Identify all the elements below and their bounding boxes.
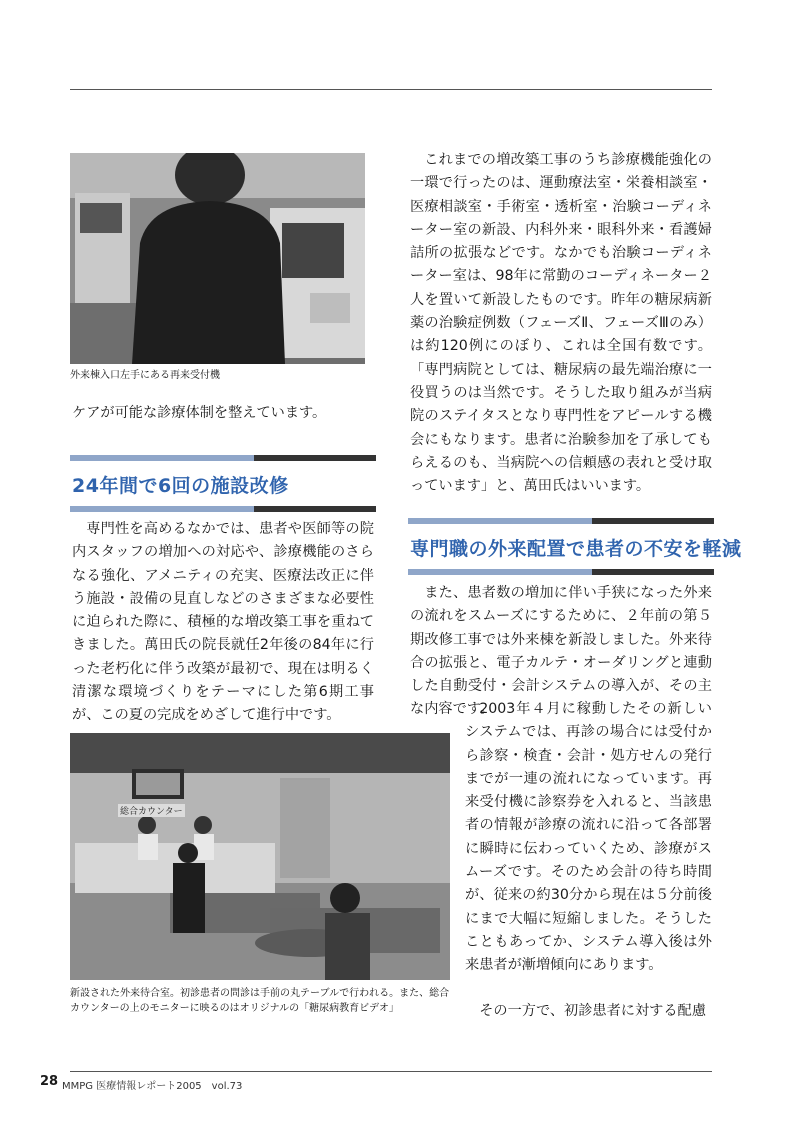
- heading-title: 24年間で6回の施設改修: [72, 475, 289, 497]
- left-paragraph-1: ケアが可能な診療体制を整えています。: [72, 405, 327, 421]
- top-rule: [70, 89, 712, 90]
- left-paragraph-2: 専門性を高めるなかでは、患者や医師等の院内スタッフの増加への対応や、診療機能のさらなる強化、アメニティの充実、医療法改正に伴う施設・設備の見直しなどのさまざまな必要性に迫られた際に、積極的な増改築工事を重ねてきました。萬田氏の院長就任2年後の84年に行った老朽化に伴う改築が最初で、現在は明るく清潔な環境づくりをテーマにした第6期工事が、この夏の完成をめざして進行中です。: [72, 521, 374, 724]
- right-paragraph-4: その一方で、初診患者に対する配慮: [479, 1003, 706, 1019]
- photo-waiting-room: [70, 733, 450, 980]
- heading-bars: [70, 455, 376, 461]
- right-paragraph-3: 2003年４月に稼動したその新しいシステムでは、再診の場合には受付から診察・検査・会計・処方せんの発行までが一連の流れになっています。再来受付機に診察券を入れると、当該患者の情報が診療の流れに沿って各部署に瞬時に伝わっていくため、診療がスムーズです。そのため会計の待ち時間が、従来の約30分から現在は５分前後にまで大幅に短縮しました。そうしたこともあってか、システム導入後は外来患者が漸増傾向にあります。: [465, 701, 712, 974]
- waiting-room-illustration: [70, 733, 450, 980]
- photo-reception-kiosk: [70, 153, 365, 364]
- heading-bars: [408, 569, 714, 575]
- photo1-caption: 外来棟入口左手にある再来受付機: [70, 370, 220, 381]
- footer-publication-title: MMPG 医療情報レポート2005 vol.73: [62, 1081, 243, 1092]
- kiosk-illustration: [70, 153, 365, 364]
- heading-bars: [408, 518, 714, 524]
- heading-title: 専門職の外来配置で患者の不安を軽減: [410, 538, 742, 560]
- heading-bars: [70, 506, 376, 512]
- section-heading-2: [408, 518, 742, 575]
- right-paragraph-2: また、患者数の増加に伴い手狭になった外来の流れをスムーズにするために、２年前の第５期改修工事では外来棟を新設しました。外来待合の拡張と、電子カルテ・オーダリングと連動した自動受付・会計システムの導入が、その主な内容です。: [410, 585, 712, 718]
- counter-sign: 総合カウンター: [118, 804, 185, 817]
- page-number: 28: [40, 1074, 59, 1089]
- bottom-rule: [70, 1071, 712, 1072]
- right-paragraph-1: これまでの増改築工事のうち診療機能強化の一環で行ったのは、運動療法室・栄養相談室・医療相談室・手術室・透析室・治験コーディネーター室の新設、内科外来・眼科外来・看護婦詰所の拡張などです。なかでも治験コーディネーター室は、98年に常勤のコーディネーター２人を置いて新設したものです。昨年の糖尿病新薬の治験症例数（フェーズⅡ、フェーズⅢのみ）は約120例にのぼり、これは全国有数です。「専門病院としては、糖尿病の最先端治療に一役買うのは当然です。そうした取り組みが当病院のステイタスとなり専門性をアピールする機会にもなります。患者に治験参加を了承してもらえるのも、当病院への信頼感の表れと受け取っています」と、萬田氏はいいます。: [410, 152, 712, 495]
- photo2-caption: 新設された外来待合室。初診患者の問診は手前の丸テーブルで行われる。また、総合カウンターの上のモニターに映るのはオリジナルの「糖尿病教育ビデオ」: [70, 988, 450, 1014]
- section-heading-1: [70, 455, 376, 512]
